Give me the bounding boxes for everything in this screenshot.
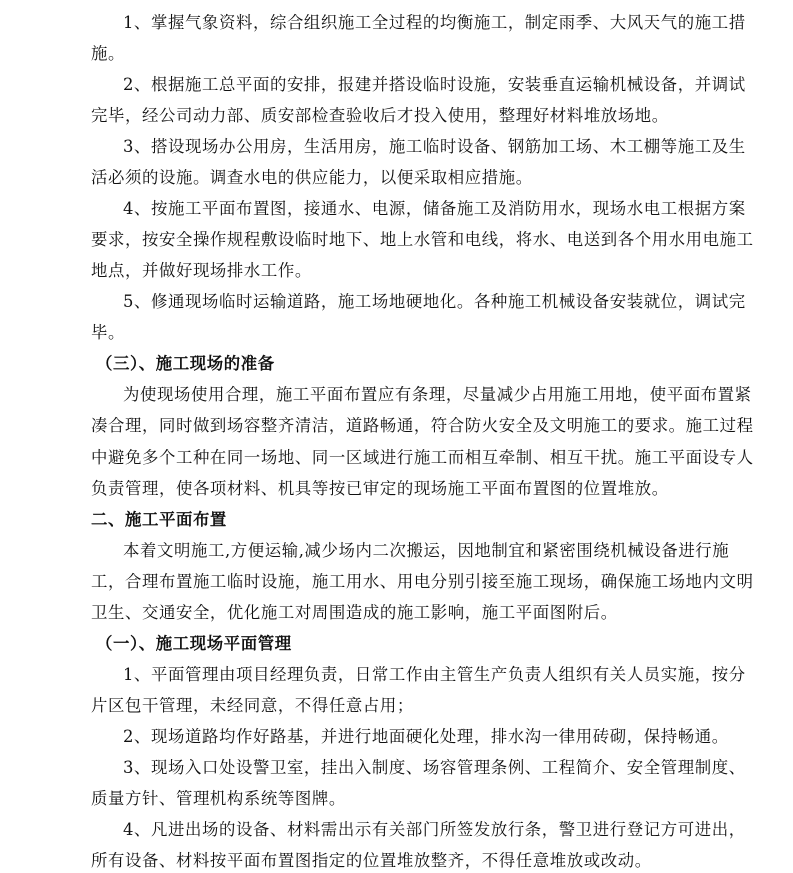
paragraph-line: 地点，并做好现场排水工作。 xyxy=(91,261,312,280)
paragraph-line: 施。 xyxy=(91,44,125,63)
paragraph-line: 卫生、交通安全，优化施工对周围造成的施工影响，施工平面图附后。 xyxy=(91,603,618,622)
paragraph-line: 完毕，经公司动力部、质安部检查验收后才投入使用，整理好材料堆放场地。 xyxy=(91,106,669,125)
paragraph-line: 1、平面管理由项目经理负责，日常工作由主管生产负责人组织有关人员实施，按分 xyxy=(123,665,746,684)
paragraph-line: 毕。 xyxy=(91,323,125,342)
paragraph-line: 负责管理，使各项材料、机具等按已审定的现场施工平面布置图的位置堆放。 xyxy=(91,479,669,498)
paragraph-line: 5、修通现场临时运输道路，施工场地硬地化。各种施工机械设备安装就位，调试完 xyxy=(123,292,746,311)
paragraph-line: 4、凡进出场的设备、材料需出示有关部门所签发放行条，警卫进行登记方可进出， xyxy=(123,820,746,839)
paragraph-line: 中避免多个工种在同一场地、同一区域进行施工而相互牵制、相互干扰。施工平面设专人 xyxy=(91,448,754,467)
paragraph-line: 2、根据施工总平面的安排，报建并搭设临时设施，安装垂直运输机械设备，并调试 xyxy=(123,75,746,94)
paragraph-line: 要求，按安全操作规程敷设临时地下、地上水管和电线，将水、电送到各个用水用电施工 xyxy=(91,230,754,249)
paragraph-line: 2、现场道路均作好路基，并进行地面硬化处理，排水沟一律用砖砌，保持畅通。 xyxy=(123,727,729,746)
paragraph-line: 片区包干管理，未经同意，不得任意占用； xyxy=(91,696,414,715)
paragraph-line: 4、按施工平面布置图，接通水、电源，储备施工及消防用水，现场水电工根据方案 xyxy=(123,199,746,218)
paragraph-line: 1、掌握气象资料，综合组织施工全过程的均衡施工，制定雨季、大风天气的施工措 xyxy=(123,13,746,32)
section-heading: （一）、施工现场平面管理 xyxy=(96,634,292,653)
paragraph-line: 所有设备、材料按平面布置图指定的位置堆放整齐，不得任意堆放或改动。 xyxy=(91,851,652,870)
paragraph-line: 为使现场使用合理，施工平面布置应有条理，尽量减少占用施工用地，使平面布置紧 xyxy=(123,385,752,404)
paragraph-line: 3、现场入口处设警卫室，挂出入制度、场容管理条例、工程简介、安全管理制度、 xyxy=(123,758,746,777)
paragraph-line: 3、搭设现场办公用房，生活用房，施工临时设备、钢筋加工场、木工棚等施工及生 xyxy=(123,137,746,156)
paragraph-line: 本着文明施工,方便运输,减少场内二次搬运，因地制宜和紧密围绕机械设备进行施 xyxy=(123,541,730,560)
paragraph-line: 活必须的设施。调查水电的供应能力，以便采取相应措施。 xyxy=(91,168,533,187)
section-heading: 二、施工平面布置 xyxy=(91,510,227,529)
paragraph-line: 凑合理，同时做到场容整齐清洁，道路畅通，符合防火安全及文明施工的要求。施工过程 xyxy=(91,416,754,435)
paragraph-line: 质量方针、管理机构系统等图牌。 xyxy=(91,789,346,808)
paragraph-line: 工，合理布置施工临时设施，施工用水、用电分别引接至施工现场，确保施工场地内文明 xyxy=(91,572,754,591)
section-heading: （三）、施工现场的准备 xyxy=(96,354,275,373)
